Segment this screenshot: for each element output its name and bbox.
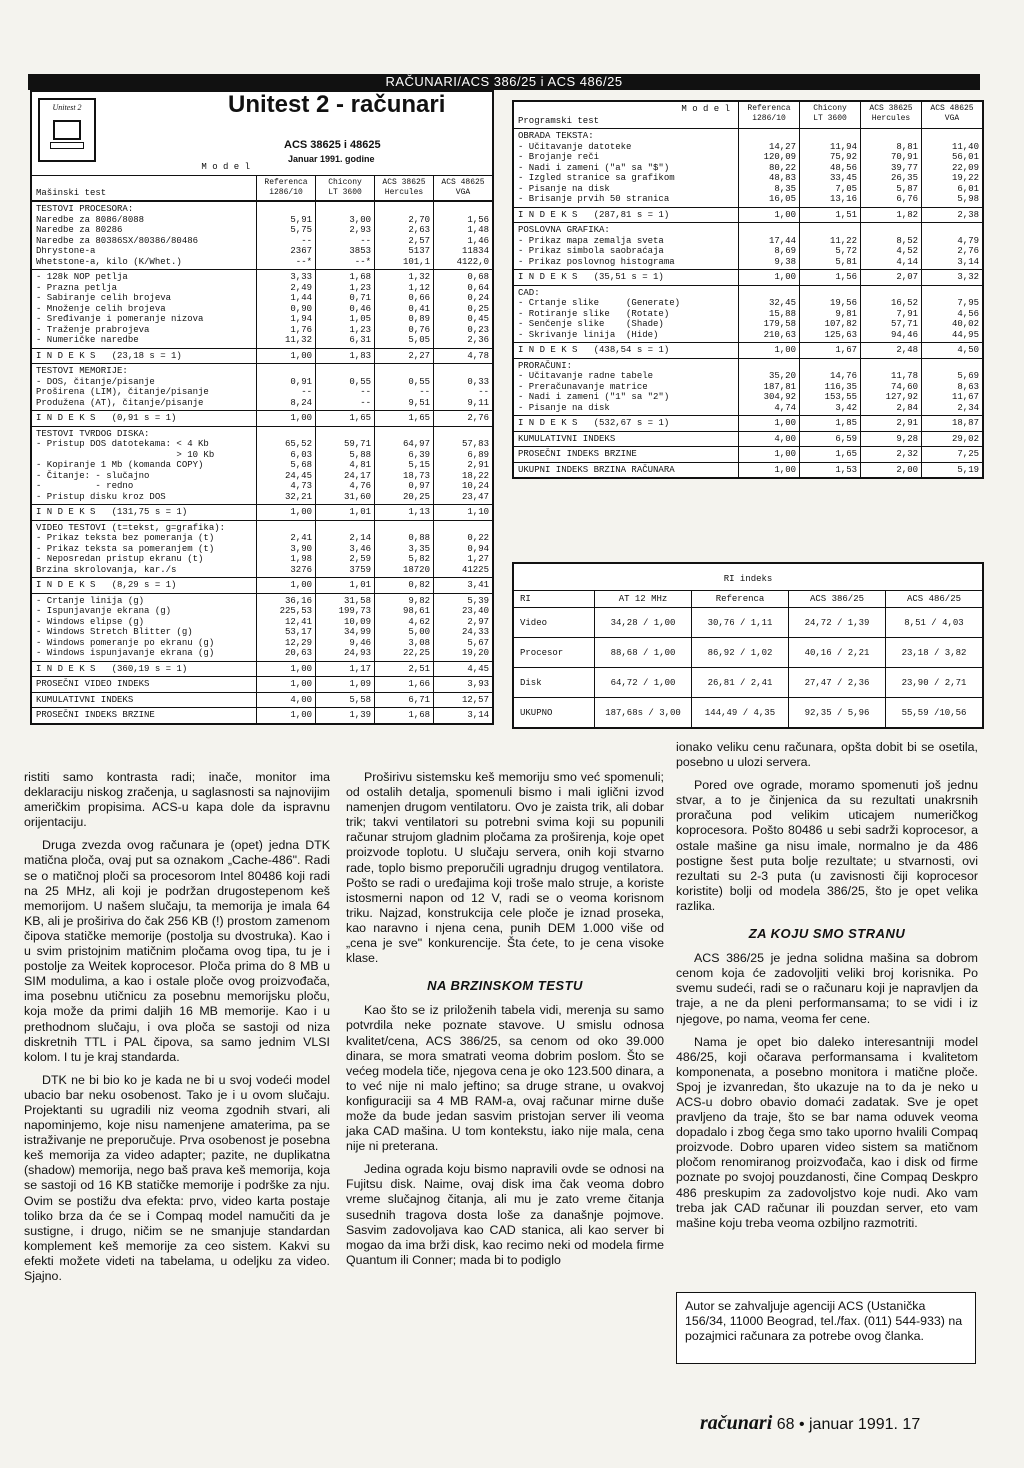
paragraph: Proširivu sistemsku keš memoriju smo već spomenuli; od ostalih detalja, spomenuli bismo i mali iglični izvod namenjen drugom ventilatoru. Ovo je zaista trik, ali dobar trik; takvi ventilatori su potrebni svima koji su popunili računar strujom gladnim pločama za proširenja, koje opet proizvode toplotu. U slučaju servera, onih koji stvarno rade, toplo bismo preporučili ugradnju drugog ventilatora. Pošto se radi o uređajima koji troše malo struje, a koriste istosmerni napon od 12 V, radi se o veoma korisnom triku. Najzad, konstrukcija cele ploče je iznad proseka, kao naravno i njena cena, punih DEM 1.000 više od „cena je sve" konkurencije. Šta ćete, to je cena visoke klase. bbox=[346, 770, 664, 966]
table-cell: 2,41 3,90 1,98 3276 bbox=[256, 521, 315, 578]
table-cell: 2,38 bbox=[921, 208, 982, 223]
table-cell: 1,53 bbox=[799, 463, 860, 478]
col-head: Referenca i286/10 bbox=[738, 102, 799, 128]
table-cell: 29,02 bbox=[921, 432, 982, 447]
table-cell: 5,58 bbox=[315, 693, 374, 708]
table-cell: 11,78 74,60 127,92 2,84 bbox=[860, 359, 921, 416]
table-cell: 0,91 -- 8,24 bbox=[256, 364, 315, 410]
ri-cell: AT 12 MHz bbox=[594, 591, 691, 607]
ri-cell: 40,16 / 2,21 bbox=[788, 638, 885, 667]
table-cell: 1,00 bbox=[738, 343, 799, 358]
table-cell: 11,40 56,01 22,09 19,22 6,01 5,98 bbox=[921, 129, 982, 207]
paragraph: ionako veliku cenu računara, opšta dobit bi se osetila, posebno u ulozi servera. bbox=[676, 740, 978, 770]
column-header bbox=[32, 162, 492, 200]
ri-title: RI indeks bbox=[514, 564, 982, 591]
table-cell: 1,67 bbox=[799, 343, 860, 358]
model-label: M o d e l bbox=[201, 162, 250, 172]
table-row bbox=[514, 447, 982, 463]
paragraph: DTK ne bi bio ko je kada ne bi u svoj vodeći model ubacio bar neku osobenost. Tako je i u ovom slučaju. Projektanti su ugradili niz veoma zgodnih stvari, ali napominjemo, koje nisu namenjene amaterima, pa se istraživanje ne preporučuje. Prva osobenost je posebna keš memorija za video adapter; pazite, ne duplikatna (shadow) memorija, nego baš prava keš memorija, koja se sastoji od 16 KB statičke memorije i podrške za nju. Ovim se postižu dva efekta: prvo, video karta postaje toliko brza da će se i Compaq model namučiti da je sustigne, i drugo, ničim se ne smanjuje standardan komplement keš memorije za ceo sistem. Kakvi su efekti možete videti na tabelama, u odeljku za video. Sjajno. bbox=[24, 1072, 330, 1283]
ri-cell: 27,47 / 2,36 bbox=[788, 668, 885, 697]
ri-row bbox=[514, 638, 982, 668]
table-cell: 9,82 98,61 4,62 5,00 3,08 22,25 bbox=[374, 594, 433, 661]
row-label: I N D E K S (438,54 s = 1) bbox=[518, 345, 670, 355]
table-cell: 2,32 bbox=[860, 447, 921, 462]
table-cell: 2,00 bbox=[860, 463, 921, 478]
table-row bbox=[32, 364, 492, 411]
table-row bbox=[32, 427, 492, 506]
table-row bbox=[514, 223, 982, 270]
row-label: I N D E K S (23,18 s = 1) bbox=[36, 350, 182, 361]
ri-cell: 34,28 / 1,00 bbox=[594, 608, 691, 637]
table-cell: 6,71 bbox=[374, 693, 433, 708]
table-cell: 1,00 bbox=[256, 708, 315, 723]
paragraph: Druga zvezda ovog računara je (opet) jedna DTK matična ploča, ovaj put sa oznakom „Cache-486". Radi se o matičnoj ploči sa procesorom Intel 80486 koji radi na 25 MHz, ali koji je podržan drugostepenom keš memorijom. U našem slučaju, ta memorija je imala 64 KB, ali je proširiva do čak 256 KB (!) prostom zamenom čipova statičke memorije (postolja su dvostruka). Kao i u svim pristojnim matičnim pločama ovog tipa, tu je i postolje za Weitek koprocesor. Ploča prima do 8 MB u SIM modulima, a kao i ostale ploče ovog proizvođača, ima posebnu utičnicu za posebnu memorijsku ploču, koja može da primi daljih 16 MB memorije. Kao i u prethodnom slučaju, i ova ploča se sastoji od niza diskretnih TTL i PAL čipova, sa samo jednim VLSI kolom. I tu je kraj standarda. bbox=[24, 838, 330, 1064]
row-label: KUMULATIVNI INDEKS bbox=[36, 694, 134, 705]
row-label: POSLOVNA GRAFIKA: - Prikaz mapa zemalja sveta - Prikaz simbola saobraćaja - Prikaz poslovnog histograma bbox=[518, 225, 675, 267]
table-cell: 0,33 -- 9,11 bbox=[433, 364, 492, 410]
table-cell: 2,27 bbox=[374, 349, 433, 364]
ri-cell: Disk bbox=[520, 677, 542, 688]
table-cell: 2,14 3,46 2,59 3759 bbox=[315, 521, 374, 578]
table-cell: 5,39 23,40 2,97 24,33 5,67 19,20 bbox=[433, 594, 492, 661]
table-cell: 4,45 bbox=[433, 662, 492, 677]
program-test-table bbox=[512, 100, 984, 479]
table-row bbox=[514, 359, 982, 417]
ri-cell: 144,49 / 4,35 bbox=[691, 698, 788, 727]
ri-cell: 88,68 / 1,00 bbox=[594, 638, 691, 667]
table-row bbox=[514, 286, 982, 344]
table-cell: 2,91 bbox=[860, 416, 921, 431]
table-cell: 1,01 bbox=[315, 505, 374, 520]
table-cell: 11,94 75,92 48,56 33,45 7,05 13,16 bbox=[799, 129, 860, 207]
table-cell: 2,76 bbox=[433, 411, 492, 426]
ri-cell: UKUPNO bbox=[520, 707, 553, 718]
col-head: ACS 48625 VGA bbox=[433, 176, 492, 200]
table-cell: 7,95 4,56 40,02 44,95 bbox=[921, 286, 982, 343]
table-cell: 1,85 bbox=[799, 416, 860, 431]
table-cell: 5,91 5,75 -- 2367 --* bbox=[256, 202, 315, 269]
ri-index-table bbox=[512, 562, 984, 729]
table-cell: 9,28 bbox=[860, 432, 921, 447]
ri-cell: Procesor bbox=[520, 647, 564, 658]
table-cell: 1,68 bbox=[374, 708, 433, 723]
table-row bbox=[32, 693, 492, 709]
row-label: UKUPNI INDEKS BRZINA RAČUNARA bbox=[518, 464, 675, 475]
table-cell: 18,87 bbox=[921, 416, 982, 431]
text-column-1 bbox=[24, 770, 330, 1292]
row-label bbox=[514, 102, 738, 128]
table-cell: 1,32 1,12 0,66 0,41 0,89 0,76 5,05 bbox=[374, 270, 433, 348]
table-cell: 1,00 bbox=[738, 447, 799, 462]
ri-cell: Referenca bbox=[691, 591, 788, 607]
table-cell: 36,16 225,53 12,41 53,17 12,29 20,63 bbox=[256, 594, 315, 661]
table-cell: 35,20 187,81 304,92 4,74 bbox=[738, 359, 799, 416]
table-row bbox=[32, 521, 492, 579]
row-label: - Crtanje linija (g) - Ispunjavanje ekrana (g) - Windows elipse (g) - Windows Stretch Blitter (g) - Windows pomeranje po ekranu (g) - Windows ispunjavanje ekrana (g) bbox=[36, 595, 215, 658]
table-cell: 1,68 1,23 0,71 0,46 1,05 1,23 6,31 bbox=[315, 270, 374, 348]
table-row bbox=[32, 202, 492, 270]
col-head: ACS 38625 Hercules bbox=[860, 102, 921, 128]
issue-date: januar 1991. bbox=[809, 1416, 898, 1433]
row-label: I N D E K S (287,81 s = 1) bbox=[518, 209, 670, 220]
article-title: Unitest 2 - računari bbox=[228, 91, 446, 118]
table-cell: 59,71 5,88 4,81 24,17 4,76 31,60 bbox=[315, 427, 374, 505]
table-cell: 4,50 bbox=[921, 343, 982, 358]
row-label: I N D E K S (131,75 s = 1) bbox=[36, 507, 188, 517]
table-row bbox=[32, 349, 492, 365]
table-cell: 1,13 bbox=[374, 505, 433, 520]
table-cell: 3,93 bbox=[433, 677, 492, 692]
ri-cell: 24,72 / 1,39 bbox=[788, 608, 885, 637]
table-cell: 32,45 15,88 179,58 210,63 bbox=[738, 286, 799, 343]
table-row bbox=[32, 594, 492, 662]
machine-test-table bbox=[30, 90, 494, 725]
table-cell: 2,70 2,63 2,57 5137 101,1 bbox=[374, 202, 433, 269]
table-cell: 1,00 bbox=[256, 578, 315, 593]
table-cell: 1,00 bbox=[256, 505, 315, 520]
ri-cell: 86,92 / 1,02 bbox=[691, 638, 788, 667]
page-footer: računari 68 • januar 1991. 17 bbox=[700, 1412, 921, 1434]
row-label: OBRADA TEKSTA: - Učitavanje datoteke - Brojanje reči - Nadi i zameni ("a" sa "$") - Izgled stranice sa grafikom - Pisanje na disk - Brisanje prvih 50 stranica bbox=[518, 131, 675, 204]
row-label: VIDEO TESTOVI (t=tekst, g=grafika): - Prikaz teksta bez pomeranja (t) - Prikaz teksta sa pomeranjem (t) - Neposredan pristup ekranu (t) Brzina skrolovanja, kar./s bbox=[36, 522, 226, 575]
table-cell: 1,00 bbox=[738, 270, 799, 285]
ri-cell: 92,35 / 5,96 bbox=[788, 698, 885, 727]
row-label: I N D E K S (35,51 s = 1) bbox=[518, 272, 664, 282]
row-label-text: Mašinski test bbox=[36, 187, 107, 198]
model-label: M o d e l bbox=[681, 104, 730, 114]
banner: RAČUNARI/ACS 386/25 i ACS 486/25 bbox=[28, 74, 980, 90]
ri-cell: 64,72 / 1,00 bbox=[594, 668, 691, 697]
table-cell: 0,55 -- -- bbox=[315, 364, 374, 410]
table-cell: 31,58 199,73 10,09 34,99 9,46 24,93 bbox=[315, 594, 374, 661]
table-cell: 8,81 70,91 39,77 26,35 5,87 6,76 bbox=[860, 129, 921, 207]
table-cell: 4,78 bbox=[433, 349, 492, 364]
table-row bbox=[32, 677, 492, 693]
table-cell: 8,52 4,52 4,14 bbox=[860, 223, 921, 269]
paragraph: Jedina ograda koju bismo napravili ovde se odnosi na Fujitsu disk. Naime, ovaj disk ima čak veoma dobro vreme slučajnog čitanja, ali mu je zato vreme čitanja susednih tragova dosta loše za današnje pojmove. Sasvim zadovoljava kao CAD stanica, ali kao server bi mogao da ima brži disk, kao recimo neki od modela firme Quantum ili Conner; mada bi to podiglo bbox=[346, 1162, 664, 1267]
row-label: I N D E K S (532,67 s = 1) bbox=[518, 418, 670, 428]
table-cell: 3,14 bbox=[433, 708, 492, 723]
table-cell: 3,32 bbox=[921, 270, 982, 285]
table-cell: 4,00 bbox=[256, 693, 315, 708]
table-cell: 57,83 6,89 2,91 18,22 10,24 23,47 bbox=[433, 427, 492, 505]
table-row bbox=[514, 270, 982, 286]
table-row bbox=[514, 129, 982, 208]
table-row bbox=[514, 416, 982, 432]
table-cell: 0,55 -- 9,51 bbox=[374, 364, 433, 410]
ri-cell: Video bbox=[520, 617, 548, 628]
table-cell: 0,82 bbox=[374, 578, 433, 593]
unitest-logo-icon bbox=[38, 98, 96, 162]
row-label: PRORAČUNI: - Učitavanje radne tabele - Preračunavanje matrice - Nadi i zameni ("1" sa "2") - Pisanje na disk bbox=[518, 360, 670, 413]
table-cell: 1,00 bbox=[256, 349, 315, 364]
table-cell: 1,00 bbox=[256, 677, 315, 692]
ri-cell: 187,68s / 3,00 bbox=[594, 698, 691, 727]
page-number: 17 bbox=[902, 1416, 921, 1433]
table-cell: 17,44 8,69 9,38 bbox=[738, 223, 799, 269]
table-cell: 5,69 8,63 11,67 2,34 bbox=[921, 359, 982, 416]
ri-cell: 23,18 / 3,82 bbox=[885, 638, 982, 667]
ri-row bbox=[514, 698, 982, 727]
table-cell: 3,00 2,93 -- 3853 --* bbox=[315, 202, 374, 269]
table-cell: 64,97 6,39 5,15 18,73 0,97 20,25 bbox=[374, 427, 433, 505]
paragraph: Nama je opet bio daleko interesantniji model 486/25, koji očarava performansama i kvalitetom komponenata, a posebno monitora i matične ploče. Spoj je izvanredan, što ukazuje na to da je neko u ACS-u dobro obavio domaći zadatak. Sve je opet pravljeno da traje, što se bar nama oduvek veoma dopadalo i zbog čega smo tako uporno hvalili Compaq proizvode. Dobro uparen video sistem sa matičnom pločom renomiranog proizvođača, kao i disk od firme poznate po svojoj pouzdanosti, čine Compaq Deskpro 486 preskupim za zadovoljstvo koje nudi. Ako vam treba jak CAD računar ili pouzdan server, eto vam mašine koju treba veoma ozbiljno razmotriti. bbox=[676, 1034, 978, 1230]
row-label: I N D E K S (8,29 s = 1) bbox=[36, 580, 177, 590]
section-heading: NA BRZINSKOM TESTU bbox=[427, 978, 583, 994]
table-cell: 1,39 bbox=[315, 708, 374, 723]
row-label: I N D E K S (0,91 s = 1) bbox=[36, 413, 177, 423]
table-cell: 1,00 bbox=[738, 208, 799, 223]
row-label-text: Programski test bbox=[518, 115, 600, 126]
ri-cell: 23,90 / 2,71 bbox=[885, 668, 982, 697]
row-label: CAD: - Crtanje slike (Generate) - Rotiranje slike (Rotate) - Senčenje slike (Shade) - Skrivanje linija (Hide) bbox=[518, 287, 681, 340]
text-column-3 bbox=[676, 740, 978, 1239]
paragraph: Kao što se iz priloženih tabela vidi, merenja su samo potvrdila neke poznate stavove. U smislu odnosa kvalitet/cena, ACS 386/25, sa cenom od oko 39.000 dinara, se mora smatrati veoma dobrim poslom. Što se većeg modela tiče, njegova cena je oko 123.500 dinara, a to već nije ni malo jeftino; sa druge strane, u ovakvoj konfiguraciji sa 4 MB RAM-a, ovaj računar mirne duše može da bude jedan sasvim pristojan server ili veoma jaka CAD mašina. U tom kontekstu, iako nije mala, cena nije ni preterana. bbox=[346, 1003, 664, 1154]
ri-row bbox=[514, 608, 982, 638]
ri-body bbox=[514, 591, 982, 727]
table-cell: 3,33 2,49 1,44 0,90 1,94 1,76 11,32 bbox=[256, 270, 315, 348]
ri-header-row bbox=[514, 591, 982, 608]
magazine-brand: računari bbox=[700, 1412, 773, 1434]
row-label: PROSEČNI INDEKS BRZINE bbox=[518, 449, 637, 459]
col-head: Referenca i286/10 bbox=[256, 176, 315, 200]
table-cell: 1,56 bbox=[799, 270, 860, 285]
paragraph: ACS 386/25 je jedna solidna mašina sa dobrom cenom koja će zadovoljiti veliki broj korisnika. Po svemu sudeći, radi se o računaru koji je napravljen da traje, a ne da pleni performansama; to se vidi i iz njegove, po nama, veoma fer cene. bbox=[676, 951, 978, 1026]
article-date: Januar 1991. godine bbox=[288, 154, 375, 164]
table-row bbox=[32, 662, 492, 678]
paragraph: ristiti samo kontrasta radi; inače, monitor ima deklaraciju niskog zračenja, u saglasnosti sa najnovijim američkim propisima. ACS-u kapa dole da ispravnu orijentaciju. bbox=[24, 770, 330, 830]
table-cell: 14,76 116,35 153,55 3,42 bbox=[799, 359, 860, 416]
table-cell: 65,52 6,03 5,68 24,45 4,73 32,21 bbox=[256, 427, 315, 505]
table-cell: 4,79 2,76 3,14 bbox=[921, 223, 982, 269]
column-header bbox=[514, 102, 982, 129]
table-cell: 1,00 bbox=[256, 662, 315, 677]
issue-number: 68 bbox=[776, 1416, 795, 1433]
table-row bbox=[32, 270, 492, 349]
ri-cell: 55,59 /10,56 bbox=[885, 698, 982, 727]
table-cell: 2,51 bbox=[374, 662, 433, 677]
table-cell: 1,00 bbox=[738, 463, 799, 478]
table-cell: 2,48 bbox=[860, 343, 921, 358]
table-cell: 19,56 9,81 107,82 125,63 bbox=[799, 286, 860, 343]
table-cell: 3,41 bbox=[433, 578, 492, 593]
table-row bbox=[514, 343, 982, 359]
table-cell: 1,65 bbox=[799, 447, 860, 462]
ri-cell: ACS 386/25 bbox=[788, 591, 885, 607]
table-cell: 1,82 bbox=[860, 208, 921, 223]
table-body bbox=[32, 202, 492, 723]
row-label: KUMULATIVNI INDEKS bbox=[518, 433, 616, 444]
row-label bbox=[32, 162, 256, 200]
row-label: PROSEČNI INDEKS BRZINE bbox=[36, 710, 155, 720]
ri-cell: 26,81 / 2,41 bbox=[691, 668, 788, 697]
table-cell: 2,07 bbox=[860, 270, 921, 285]
table-cell: 14,27 120,09 80,22 48,83 8,35 16,05 bbox=[738, 129, 799, 207]
table-cell: 1,09 bbox=[315, 677, 374, 692]
table-cell: 1,83 bbox=[315, 349, 374, 364]
col-head: Chicony LT 3600 bbox=[315, 176, 374, 200]
table-row bbox=[514, 432, 982, 448]
table-cell: 1,00 bbox=[256, 411, 315, 426]
table-cell: 1,10 bbox=[433, 505, 492, 520]
text-column-2 bbox=[346, 770, 664, 1276]
ri-cell: 30,76 / 1,11 bbox=[691, 608, 788, 637]
table-row bbox=[32, 578, 492, 594]
table-row bbox=[514, 208, 982, 224]
ri-cell: RI bbox=[520, 594, 531, 604]
row-label: - 128k NOP petlja - Prazna petlja - Sabiranje celih brojeva - Množenje celih brojeva - Sređivanje i pomeranje nizova - Traženje prabrojeva - Numeričke naredbe bbox=[36, 272, 204, 345]
col-head: ACS 38625 Hercules bbox=[374, 176, 433, 200]
ri-cell: 8,51 / 4,03 bbox=[885, 608, 982, 637]
ri-cell: ACS 486/25 bbox=[885, 591, 982, 607]
table-row bbox=[514, 463, 982, 478]
paragraph: Pored ove ograde, moramo spomenuti još jednu stvar, a to je činjenica da su rezultati unakrsnih proračuna pod velikim uticajem numeričkog koprocesora. Pošto 80486 u sebi sadrži koprocesor, a ostale mašine ga nisu imale, normalno je da 486 postigne šest puta bolje rezultate; u stvarnosti, ovi rezultati su 2-3 puta (u zavisnosti čiji koprocesor koristite) bolji od modela 386/25, što je opet velika razlika. bbox=[676, 778, 978, 913]
table-cell: 1,00 bbox=[738, 416, 799, 431]
row-label: TESTOVI PROCESORA: Naredbe za 8086/8088 Naredbe za 80286 Naredbe za 80386SX/80386/80486 Dhrystone-a Whetstone-a, kilo (K/Whet.) bbox=[36, 204, 199, 267]
credit-box: Autor se zahvaljuje agenciji ACS (Ustanička 156/34, 11000 Beograd, tel./fax. (011) 544-933) na pozajmici računara za potrebe ovog članka. bbox=[676, 1292, 976, 1364]
section-heading: ZA KOJU SMO STRANU bbox=[748, 926, 906, 942]
table-cell: 1,01 bbox=[315, 578, 374, 593]
table-cell: 1,65 bbox=[315, 411, 374, 426]
table-cell: 0,68 0,64 0,24 0,25 0,45 0,23 2,36 bbox=[433, 270, 492, 348]
table-cell: 6,59 bbox=[799, 432, 860, 447]
table-cell: 1,66 bbox=[374, 677, 433, 692]
row-label: I N D E K S (360,19 s = 1) bbox=[36, 663, 188, 674]
table-row bbox=[32, 505, 492, 521]
table-cell: 0,88 3,35 5,82 18720 bbox=[374, 521, 433, 578]
table-cell: 1,56 1,48 1,46 11834 4122,0 bbox=[433, 202, 492, 269]
table-cell: 1,51 bbox=[799, 208, 860, 223]
table-cell: 11,22 5,72 5,81 bbox=[799, 223, 860, 269]
table-cell: 7,25 bbox=[921, 447, 982, 462]
table-cell: 1,65 bbox=[374, 411, 433, 426]
col-head: ACS 48625 VGA bbox=[921, 102, 982, 128]
table-cell: 12,57 bbox=[433, 693, 492, 708]
table-cell: 16,52 7,91 57,71 94,46 bbox=[860, 286, 921, 343]
col-head: Chicony LT 3600 bbox=[799, 102, 860, 128]
table-body bbox=[514, 129, 982, 477]
table-header bbox=[32, 92, 492, 202]
row-label: TESTOVI TVRDOG DISKA: - Pristup DOS datotekama: < 4 Kb > 10 Kb - Kopiranje 1 Mb (komanda COPY) - Čitanje: - slučajno - - redno - Pristup disku kroz DOS bbox=[36, 428, 215, 502]
logo-text: Unitest 2 bbox=[52, 103, 82, 112]
row-label: PROSEČNI VIDEO INDEKS bbox=[36, 679, 150, 689]
table-cell: 4,00 bbox=[738, 432, 799, 447]
table-row bbox=[32, 708, 492, 723]
table-cell: 1,17 bbox=[315, 662, 374, 677]
table-row bbox=[32, 411, 492, 427]
ri-row bbox=[514, 668, 982, 698]
table-cell: 0,22 0,94 1,27 41225 bbox=[433, 521, 492, 578]
table-cell: 5,19 bbox=[921, 463, 982, 478]
article-subtitle: ACS 38625 i 48625 bbox=[284, 139, 381, 151]
row-label: TESTOVI MEMORIJE: - DOS, čitanje/pisanje Proširena (LIM), čitanje/pisanje Produžena (AT), čitanje/pisanje bbox=[36, 366, 209, 408]
